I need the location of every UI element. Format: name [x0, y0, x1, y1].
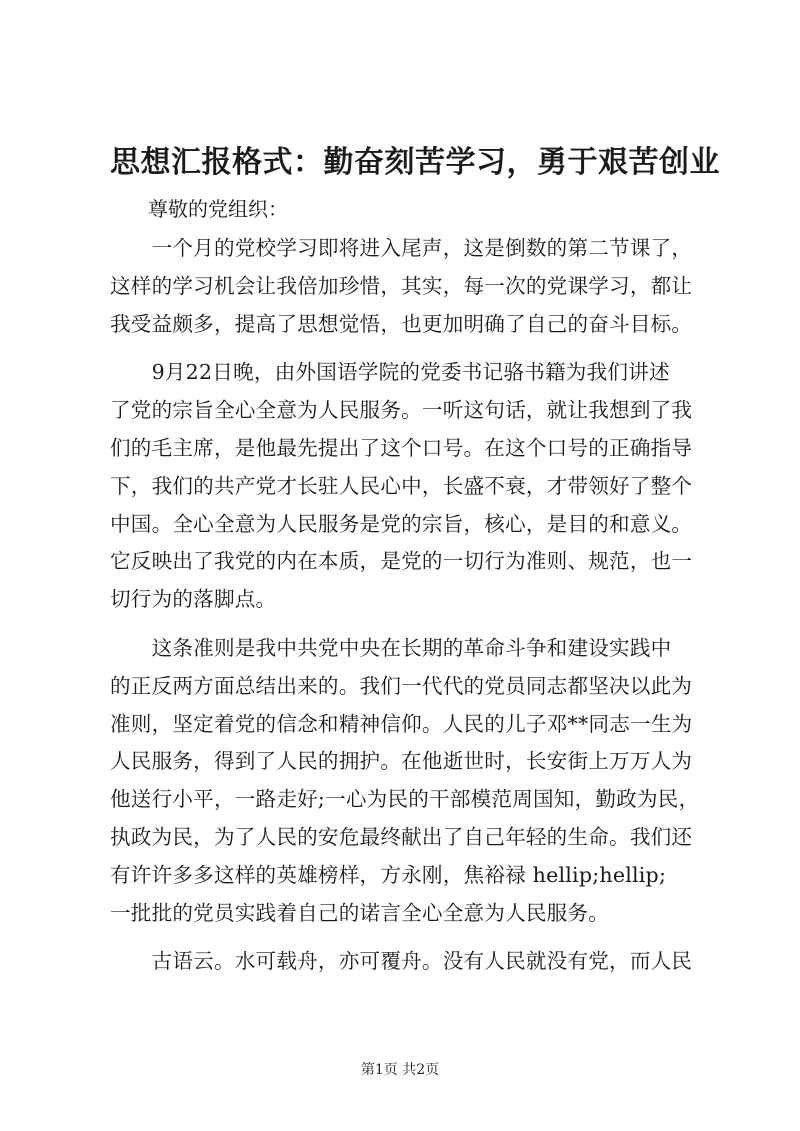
text-line: 9月22日晚，由外国语学院的党委书记骆书籍为我们讲述 — [110, 360, 670, 385]
page-footer: 第1页 共2页 — [360, 1062, 440, 1078]
paragraph-4 — [110, 943, 722, 981]
text-line: 有许许多多这样的英雄榜样，方永刚，焦裕禄 hellip;hellip; — [110, 862, 667, 887]
text-line: 它反映出了我党的内在本质，是党的一切行为准则、规范，也一 — [110, 549, 693, 574]
salutation: 尊敬的党组织： — [148, 197, 288, 221]
text-line: 中国。全心全意为人民服务是党的宗旨，核心，是目的和意义。 — [110, 511, 693, 536]
text-line: 这样的学习机会让我倍加珍惜，其实，每一次的党课学习，都让 — [110, 273, 693, 298]
text-line: 执政为民，为了人民的安危最终献出了自己年轻的生命。我们还 — [110, 824, 693, 849]
text-line: 准则，坚定着党的信念和精神信仰。人民的儿子邓**同志一生为 — [110, 711, 693, 736]
text-line: 一批批的党员实践着自己的诺言全心全意为人民服务。 — [110, 900, 610, 925]
text-line: 这条准则是我中共党中央在长期的革命斗争和建设实践中 — [110, 635, 672, 660]
text-line: 人民服务，得到了人民的拥护。在他逝世时，长安街上万万人为 — [110, 749, 693, 774]
document-body — [110, 230, 722, 992]
text-line: 切行为的落脚点。 — [110, 587, 277, 612]
text-line: 古语云。水可载舟，亦可覆舟。没有人民就没有党，而人民 — [110, 949, 693, 974]
text-line: 下，我们的共产党才长驻人民心中，长盛不衰，才带领好了整个 — [110, 473, 693, 498]
text-line: 一个月的党校学习即将进入尾声，这是倒数的第二节课了， — [110, 236, 693, 260]
text-line: 了党的宗旨全心全意为人民服务。一听这句话，就让我想到了我 — [110, 398, 693, 423]
text-line: 我受益颇多，提高了思想觉悟，也更加明确了自己的奋斗目标。 — [110, 311, 693, 336]
document-title: 思想汇报格式：勤奋刻苦学习，勇于艰苦创业 — [110, 145, 720, 180]
paragraph-1 — [110, 230, 722, 343]
text-line: 们的毛主席，是他最先提出了这个口号。在这个口号的正确指导 — [110, 435, 693, 460]
text-line: 的正反两方面总结出来的。我们一代代的党员同志都坚决以此为 — [110, 673, 693, 698]
text-line: 他送行小平，一路走好;一心为民的干部模范周国知，勤政为民， — [110, 787, 700, 812]
paragraph-2 — [110, 354, 722, 619]
paragraph-3 — [110, 630, 722, 932]
